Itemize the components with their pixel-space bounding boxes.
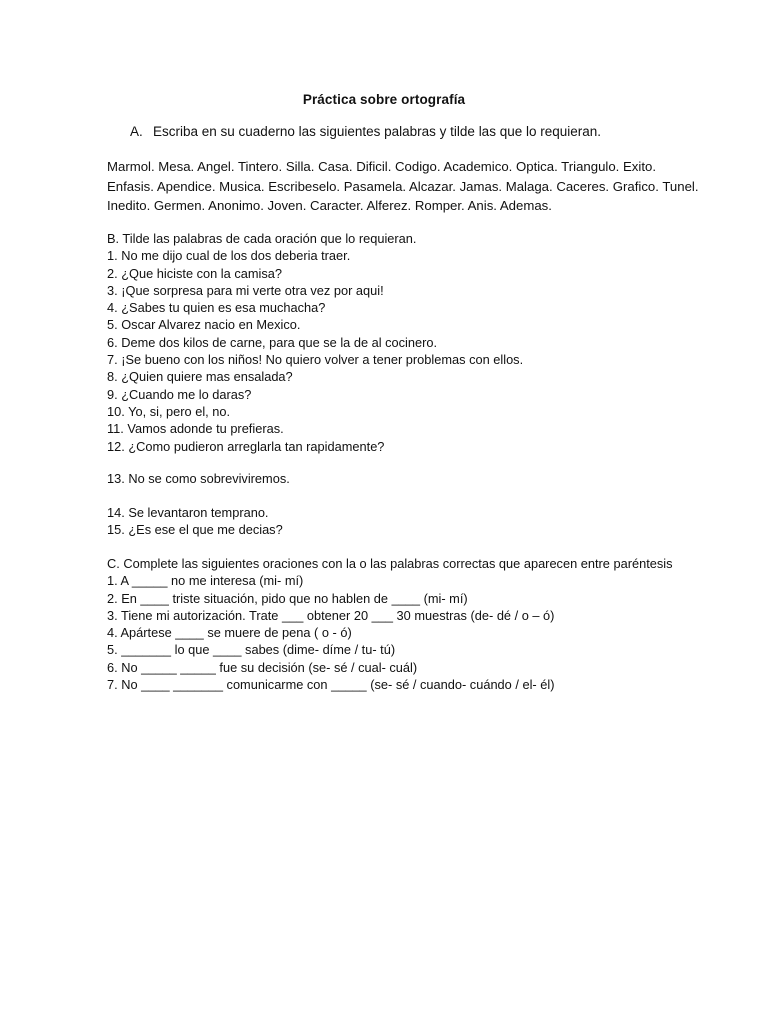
exercise-item: 4. ¿Sabes tu quien es esa muchacha? (107, 300, 326, 316)
section-c (107, 555, 673, 693)
word-line: Enfasis. Apendice. Musica. Escribeselo. Pasamela. Alcazar. Jamas. Malaga. Caceres. Grafico. Tunel. (107, 178, 699, 194)
section-a-instruction (130, 124, 601, 139)
word-line: Marmol. Mesa. Angel. Tintero. Silla. Casa. Dificil. Codigo. Academico. Optica. Triangulo. Exito. (107, 159, 656, 174)
section-b-instruction: B. Tilde las palabras de cada oración que lo requieran. (107, 231, 417, 246)
exercise-item: 3. ¡Que sorpresa para mi verte otra vez por aqui! (107, 282, 384, 298)
exercise-item: 14. Se levantaron temprano. (107, 505, 269, 520)
section-b-later-items (107, 504, 283, 539)
word-list (107, 157, 699, 216)
exercise-item: 15. ¿Es ese el que me decias? (107, 522, 283, 538)
exercise-item: 11. Vamos adonde tu prefieras. (107, 421, 284, 437)
exercise-item: 13. No se como sobreviviremos. (107, 471, 290, 486)
exercise-item: 8. ¿Quien quiere mas ensalada? (107, 369, 293, 385)
section-b-item-13 (107, 470, 290, 487)
section-a-text: Escriba en su cuaderno las siguientes palabras y tilde las que lo requieran. (153, 124, 602, 139)
exercise-item: 6. No _____ _____ fue su decisión (se- sé / cual- cuál) (107, 659, 418, 675)
exercise-item: 7. ¡Se bueno con los niños! No quiero volver a tener problemas con ellos. (107, 352, 524, 368)
section-a-letter: A. (130, 124, 143, 139)
exercise-item: 1. No me dijo cual de los dos deberia traer. (107, 248, 351, 264)
section-c-instruction: C. Complete las siguientes oraciones con la o las palabras correctas que aparecen entre paréntesis (107, 556, 673, 571)
word-line: Inedito. Germen. Anonimo. Joven. Caracter. Alferez. Romper. Anis. Ademas. (107, 198, 552, 213)
exercise-item: 2. En ____ triste situación, pido que no hablen de ____ (mi- mí) (107, 590, 468, 606)
exercise-item: 1. A _____ no me interesa (mi- mí) (107, 573, 304, 589)
exercise-item: 3. Tiene mi autorización. Trate ___ obtener 20 ___ 30 muestras (de- dé / o – ó) (107, 607, 555, 623)
exercise-item: 5. _______ lo que ____ sabes (dime- díme / tu- tú) (107, 642, 396, 658)
section-b (107, 230, 523, 455)
exercise-item: 10. Yo, si, pero el, no. (107, 403, 231, 419)
exercise-item: 9. ¿Cuando me lo daras? (107, 386, 252, 402)
exercise-item: 7. No ____ _______ comunicarme con _____ (se- sé / cuando- cuándo / el- él) (107, 677, 555, 693)
page-title: Práctica sobre ortografía (302, 92, 466, 107)
exercise-item: 5. Oscar Alvarez nacio en Mexico. (107, 317, 301, 333)
exercise-item: 6. Deme dos kilos de carne, para que se la de al cocinero. (107, 334, 438, 350)
exercise-item: 2. ¿Que hiciste con la camisa? (107, 265, 282, 281)
exercise-item: 12. ¿Como pudieron arreglarla tan rapidamente? (107, 438, 385, 454)
exercise-item: 4. Apártese ____ se muere de pena ( o - ó) (107, 625, 352, 641)
